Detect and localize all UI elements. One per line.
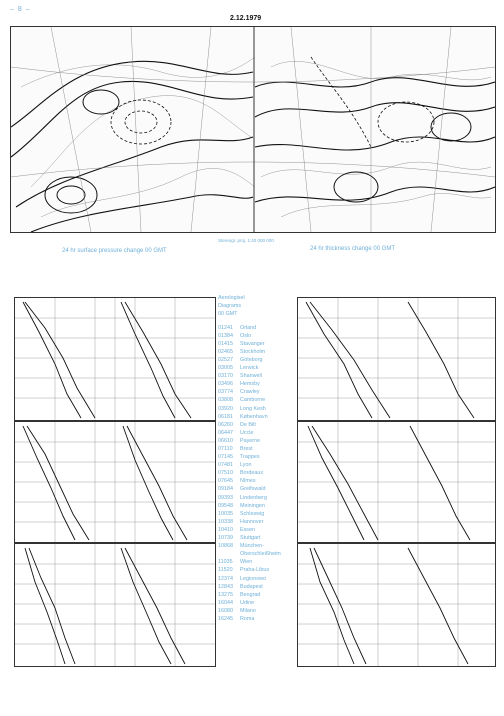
station-id: 06260 <box>218 421 233 428</box>
station-name: Budapest <box>240 583 263 590</box>
station-name: Uccle <box>240 429 254 436</box>
station-row <box>218 518 300 526</box>
station-row <box>218 453 300 461</box>
station-id: 03808 <box>218 397 233 404</box>
station-row <box>218 429 300 437</box>
sounding-diagram-4 <box>297 297 496 421</box>
station-name: Brest <box>240 446 253 453</box>
station-id: 01241 <box>218 324 233 331</box>
station-row <box>218 477 300 485</box>
station-row <box>218 364 300 372</box>
station-id: 12843 <box>218 583 233 590</box>
page-number: – 8 – <box>10 6 31 13</box>
station-name: Oslo <box>240 332 252 339</box>
station-row <box>218 607 300 615</box>
station-row <box>218 566 300 574</box>
station-name: Udine <box>240 599 255 606</box>
station-id: 03170 <box>218 373 233 380</box>
station-name: Milano <box>240 607 256 614</box>
station-list-title-line: 00 GMT <box>218 311 238 318</box>
station-name: Oberschleißheim <box>240 551 281 558</box>
station-id: 11520 <box>218 567 233 574</box>
station-name: Meiningen <box>240 502 265 509</box>
station-id: 10338 <box>218 518 233 525</box>
station-row <box>218 526 300 534</box>
station-name: Legionowo <box>240 575 267 582</box>
station-id: 06610 <box>218 437 233 444</box>
station-row <box>218 413 300 421</box>
station-row <box>218 575 300 583</box>
station-name: Göteborg <box>240 356 263 363</box>
station-row <box>218 324 300 332</box>
station-name: Orland <box>240 324 257 331</box>
station-row <box>218 405 300 413</box>
station-id: 02527 <box>218 356 233 363</box>
station-row <box>218 348 300 356</box>
station-name: Lindenberg <box>240 494 267 501</box>
station-id: 10035 <box>218 510 233 517</box>
station-row <box>218 332 300 340</box>
surface-pressure-caption: 24 hr surface pressure change 00 GMT <box>62 248 167 254</box>
station-name: Nîmes <box>240 478 256 485</box>
station-id: 12374 <box>218 575 233 582</box>
station-name: Stockholm <box>240 348 266 355</box>
station-row <box>218 494 300 502</box>
station-name: Greifswald <box>240 486 266 493</box>
station-row <box>218 372 300 380</box>
station-row <box>218 340 300 348</box>
station-name: Shanwell <box>240 373 262 380</box>
station-row <box>218 356 300 364</box>
station-row <box>218 445 300 453</box>
station-id: 07481 <box>218 462 233 469</box>
station-list-title <box>218 294 300 319</box>
thickness-caption: 24 hr thickness change 00 GMT <box>310 246 396 252</box>
station-row <box>218 396 300 404</box>
station-name: München- <box>240 543 264 550</box>
station-row <box>218 421 300 429</box>
sounding-diagram-1 <box>14 297 216 421</box>
map-scale: Stereogr. proj. 1:40 000 000 <box>218 238 274 243</box>
station-row <box>218 542 300 550</box>
sounding-diagram-2 <box>14 421 216 543</box>
station-name: Payerne <box>240 437 261 444</box>
station-list-title-line: Diagrams <box>218 303 242 310</box>
station-id: 01384 <box>218 332 233 339</box>
station-id: 09184 <box>218 486 233 493</box>
station-id: 07145 <box>218 454 233 461</box>
station-name: Trappes <box>240 454 260 461</box>
sounding-diagram-5 <box>297 421 496 543</box>
station-id: 11035 <box>218 559 233 566</box>
station-name: Lerwick <box>240 365 259 372</box>
station-id: 09393 <box>218 494 233 501</box>
station-name: Hemsby <box>240 381 260 388</box>
station-list-title-line: Aerologisel <box>218 295 245 301</box>
station-id: 16044 <box>218 599 233 606</box>
station-row <box>218 388 300 396</box>
station-id: 16080 <box>218 607 233 614</box>
station-name: Beograd <box>240 591 261 598</box>
station-name: Praha-Libus <box>240 567 270 574</box>
station-id: 10868 <box>218 543 233 550</box>
station-name: Stavanger <box>240 340 265 347</box>
weather-maps-frame <box>10 26 496 233</box>
station-rows <box>218 324 300 623</box>
station-name: Long Kesh <box>240 405 266 412</box>
sounding-station-list <box>218 294 300 623</box>
station-name: Lyon <box>240 462 252 469</box>
station-name: Schleswig <box>240 510 265 517</box>
station-row <box>218 550 300 558</box>
station-row <box>218 591 300 599</box>
station-id: 02465 <box>218 348 233 355</box>
station-id: 06181 <box>218 413 233 420</box>
station-row <box>218 558 300 566</box>
station-id: 10410 <box>218 526 233 533</box>
sounding-diagram-6 <box>297 543 496 667</box>
station-id: 07510 <box>218 470 233 477</box>
station-name: Stuttgart <box>240 535 261 542</box>
station-name: Camborne <box>240 397 266 404</box>
station-id: 16245 <box>218 615 233 622</box>
station-row <box>218 380 300 388</box>
station-name: Essen <box>240 526 255 533</box>
station-row <box>218 583 300 591</box>
station-id: 01415 <box>218 340 233 347</box>
page-date: 2.12.1979 <box>230 15 262 22</box>
station-row <box>218 437 300 445</box>
station-name: København <box>240 413 268 420</box>
station-name: Crawley <box>240 389 260 396</box>
station-id: 07110 <box>218 446 233 453</box>
station-row <box>218 502 300 510</box>
station-row <box>218 615 300 623</box>
station-id: 07645 <box>218 478 233 485</box>
station-id: 03496 <box>218 381 233 388</box>
station-name: Wien <box>240 559 253 566</box>
station-name: Hannover <box>240 518 264 525</box>
station-id: 06447 <box>218 429 233 436</box>
station-name: De Bilt <box>240 421 256 428</box>
station-id: 13275 <box>218 591 233 598</box>
station-row <box>218 599 300 607</box>
station-row <box>218 461 300 469</box>
station-id: 09548 <box>218 502 233 509</box>
station-id: 03005 <box>218 365 233 372</box>
station-row <box>218 510 300 518</box>
station-name: Bordeaux <box>240 470 264 477</box>
station-id <box>218 550 240 558</box>
sounding-diagram-3 <box>14 543 216 667</box>
station-id: 03920 <box>218 405 233 412</box>
station-row <box>218 534 300 542</box>
station-row <box>218 485 300 493</box>
station-name: Roma <box>240 615 255 622</box>
station-row <box>218 469 300 477</box>
station-id: 10739 <box>218 535 233 542</box>
station-id: 03774 <box>218 389 233 396</box>
